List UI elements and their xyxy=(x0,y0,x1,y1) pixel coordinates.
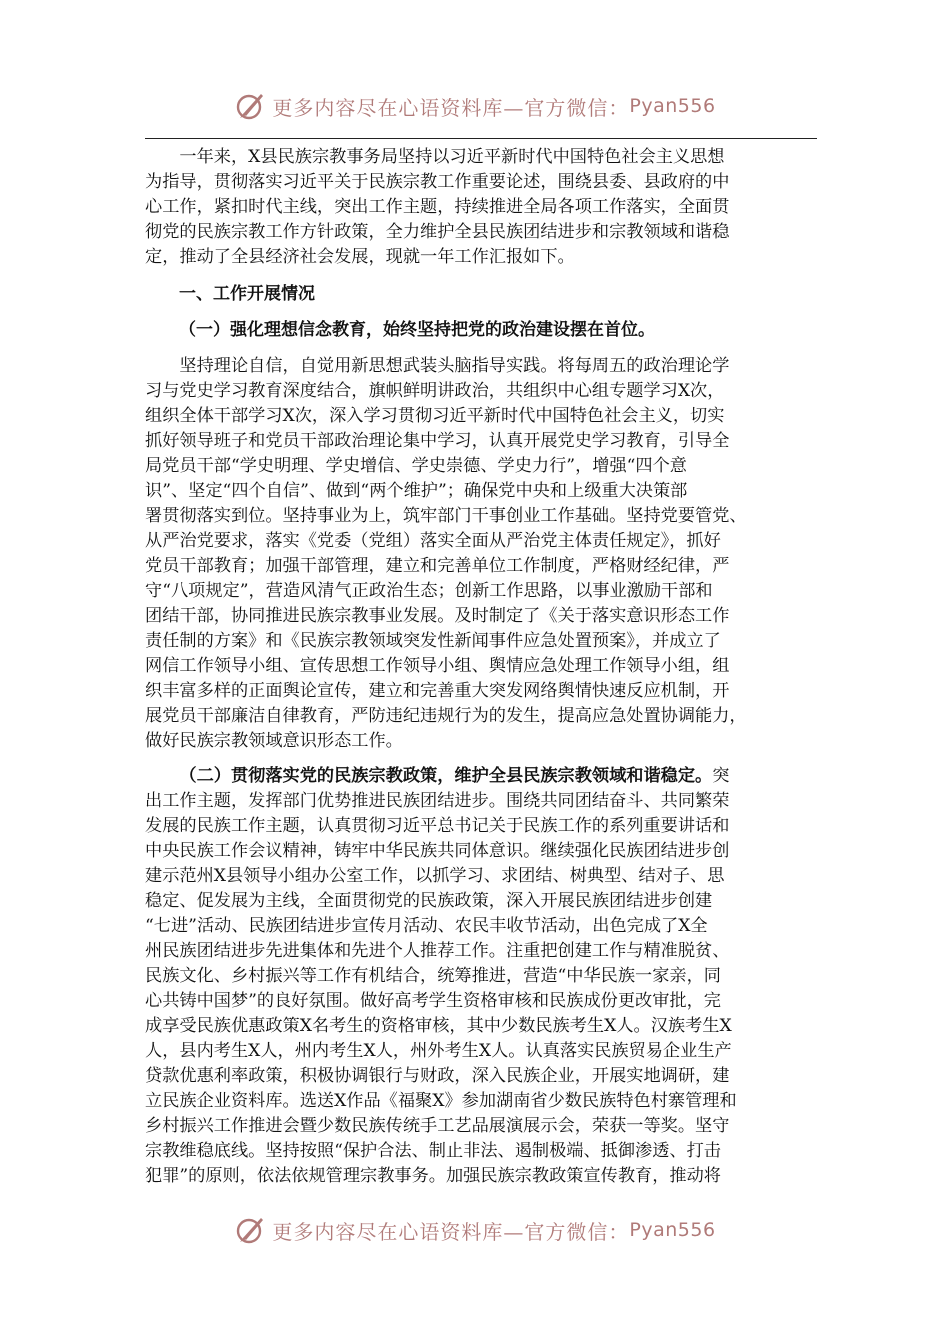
watermark-wechat-id: Pyan556 xyxy=(629,95,716,117)
subsection-2-text: 突 出工作主题，发挥部门优势推进民族团结进步。围绕共同团结奋斗、共同繁荣 发展的民族工作主题，认真贯彻习近平总书记关于民族工作的系列重要讲话和 中央民族工作会议精神，铸牢中华民族共同体意识。继续强化民族团结进步创 建示范州X县领导小组办公室工作，以抓学习、求团结、树典型、结对子、思 稳定、促发展为主线，全面贯彻党的民族政策，深入开展民族团结进步创建 “七进”活动、民族团结进步宣传月活动、农民丰收节活动，出色完成了X全 州民族团结进步先进集体和先进个人推荐工作。注重把创建工作与精准脱贫、 民族文化、乡村振兴等工作有机结合，统筹推进，营造“中华民族一家亲，同 心共铸中国梦”的良好氛围。做好高考学生资格审核和民族成份更改审批，完 成享受民族优惠政策X名考生的资格审核，其中少数民族考生X人。汉族考生X 人，县内考生X人，州内考生X人，州外考生X人。认真落实民族贸易企业生产 贷款优惠利率政策，积极协调银行与财政，深入民族企业，开展实地调研，建 立民族企业资料库。选送X作品《福聚X》参加湖南省少数民族特色村寨管理和 乡村振兴工作推进会暨少数民族传统手工艺品展演展示会，荣获一等奖。坚守 宗教维稳底线。坚持按照“保护合法、制止非法、遏制极端、抵御渗透、打击 犯罪”的原则，依法依规管理宗教事务。加强民族宗教政策宣传教育，推动将 xyxy=(145,766,737,1186)
header-watermark xyxy=(0,86,950,126)
header-divider xyxy=(145,138,817,139)
watermark-text: 更多内容尽在心语资料库—官方微信： xyxy=(272,95,630,120)
document-body xyxy=(145,145,817,1189)
subsection-1-paragraph: 坚持理论自信，自觉用新思想武装头脑指导实践。将每周五的政治理论学 习与党史学习教育深度结合，旗帜鲜明讲政治，共组织中心组专题学习X次， 组织全体干部学习X次，深入学习贯彻习近平新时代中国特色社会主义，切实 抓好领导班子和党员干部政治理论集中学习，认真开展党史学习教育，引导全 局党员干部“学史明理、学史增信、学史崇德、学史力行”，增强“四个意 识”、坚定“四个自信”、做到“两个维护”；确保党中央和上级重大决策部 署贯彻落实到位。坚持事业为上，筑牢部门干事创业工作基础。坚持党要管党、 从严治党要求，落实《党委（党组）落实全面从严治党主体责任规定》，抓好 党员干部教育；加强干部管理，建立和完善单位工作制度，严格财经纪律，严 守“八项规定”，营造风清气正政治生态；创新工作思路，以事业激励干部和 团结干部，协同推进民族宗教事业发展。及时制定了《关于落实意识形态工作 责任制的方案》和《民族宗教领域突发性新闻事件应急处置预案》，并成立了 网信工作领导小组、宣传思想工作领导小组、舆情应急处理工作领导小组，组 织丰富多样的正面舆论宣传，建立和完善重大突发网络舆情快速反应机制，开 展党员干部廉洁自律教育，严防违纪违规行为的发生，提高应急处置协调能力， 做好民族宗教领域意识形态工作。 xyxy=(145,356,747,751)
quill-pen-logo-icon xyxy=(234,89,268,123)
watermark-text: 更多内容尽在心语资料库—官方微信： xyxy=(272,1219,630,1244)
footer-watermark xyxy=(0,1210,950,1250)
watermark-wechat-id: Pyan556 xyxy=(629,1219,716,1241)
quill-pen-logo-icon xyxy=(234,1213,268,1247)
intro-paragraph: 一年来，X县民族宗教事务局坚持以习近平新时代中国特色社会主义思想 为指导，贯彻落实习近平关于民族宗教工作重要论述，围绕县委、县政府的中 心工作，紧扣时代主线，突出工作主题，持续推进全局各项工作落实，全面贯 彻党的民族宗教工作方针政策，全力维护全县民族团结进步和宗教领域和谐稳 定，推动了全县经济社会发展，现就一年工作汇报如下。 xyxy=(145,147,730,267)
subsection-2-paragraph xyxy=(145,764,817,1189)
section-heading: 一、工作开展情况 xyxy=(179,284,315,304)
subsection-heading-2: （二）贯彻落实党的民族宗教政策，维护全县民族宗教领域和谐稳定。 xyxy=(179,766,713,786)
subsection-heading-1: （一）强化理想信念教育，始终坚持把党的政治建设摆在首位。 xyxy=(179,320,655,340)
